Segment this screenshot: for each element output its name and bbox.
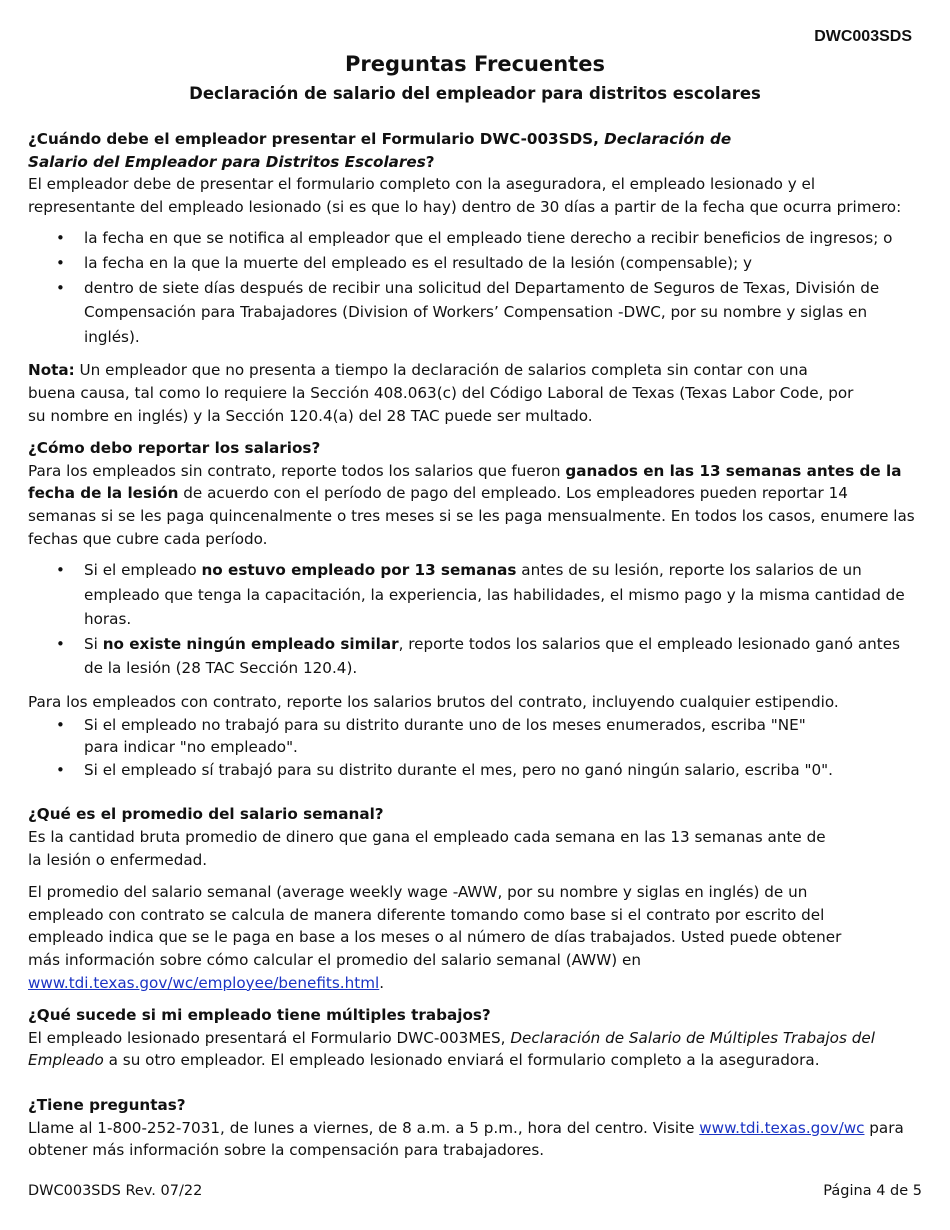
contract-paragraph: Para los empleados con contrato, reporte los salarios brutos del contrato, incluyendo cualquier estipendio. bbox=[28, 693, 839, 712]
question-aww: ¿Qué es el promedio del salario semanal? bbox=[28, 805, 384, 824]
benefits-link[interactable]: www.tdi.texas.gov/wc/employee/benefits.html bbox=[28, 973, 380, 992]
question-have-questions: ¿Tiene preguntas? bbox=[28, 1095, 186, 1114]
form-id: DWC003SDS bbox=[814, 28, 912, 45]
list-item: • Si el empleado no estuvo empleado por 13 semanas antes de su lesión, reporte los salarios de un empleado que tenga la capacitación, la experiencia, las habilidades, el mismo pago y la misma cantidad de horas. bbox=[84, 558, 920, 632]
list-item: • dentro de siete días después de recibir una solicitud del Departamento de Seguros de Texas, División de Compensación para Trabajadores (Division of Workers’ Compensation -DWC, por su nombre y siglas en inglés). bbox=[84, 276, 920, 350]
list-item: • la fecha en que se notifica al empleador que el empleado tiene derecho a recibir beneficios de ingresos; o bbox=[84, 226, 920, 251]
aww-paragraph-2: El promedio del salario semanal (average weekly wage -AWW, por su nombre y siglas en inglés) de un empleado con contrato se calcula de manera diferente tomando como base si el contrato por escrito del empleado indica que se le paga en base a los meses o al número de días trabajados. Usted puede obtener más información sobre cómo calcular el promedio del salario semanal (AWW) en www.tdi.texas.gov/wc/employee/benefits.html. bbox=[28, 883, 842, 992]
note-paragraph: Nota: Un empleador que no presenta a tiempo la declaración de salarios completa sin contar con una buena causa, tal como lo requiere la Sección 408.063(c) del Código Laboral de Texas (Texas Labor Code, por su nombre en inglés) y la Sección 120.4(a) del 28 TAC puede ser multado. bbox=[28, 361, 854, 425]
list-item: • Si el empleado sí trabajó para su distrito durante el mes, pero no ganó ningún salario, escriba "0". bbox=[84, 759, 920, 782]
list-item: • la fecha en la que la muerte del empleado es el resultado de la lesión (compensable); y bbox=[84, 251, 920, 276]
have-questions-paragraph: Llame al 1-800-252-7031, de lunes a viernes, de 8 a.m. a 5 p.m., hora del centro. Visite www.tdi.texas.gov/wc para obtener más información sobre la compensación para trabajadores. bbox=[28, 1118, 904, 1160]
question-how-report: ¿Cómo debo reportar los salarios? bbox=[28, 439, 321, 458]
question-when: ¿Cuándo debe el empleador presentar el Formulario DWC-003SDS, Declaración de Salario del Empleador para Distritos Escolares? bbox=[28, 130, 732, 171]
list-item: • Si el empleado no trabajó para su distrito durante uno de los meses enumerados, escriba "NE" para indicar "no empleado". bbox=[84, 714, 844, 759]
list-item: • Si no existe ningún empleado similar, reporte todos los salarios que el empleado lesionado ganó antes de la lesión (28 TAC Sección 120.4). bbox=[84, 632, 920, 681]
footer-page-number: Página 4 de 5 bbox=[823, 1183, 922, 1199]
when-intro: El empleador debe de presentar el formulario completo con la aseguradora, el empleado lesionado y el representante del empleado lesionado (si es que lo hay) dentro de 30 días a partir de la fecha que ocurra primero: bbox=[28, 175, 902, 216]
dwc-website-link[interactable]: www.tdi.texas.gov/wc bbox=[699, 1118, 865, 1137]
aww-paragraph-1: Es la cantidad bruta promedio de dinero que gana el empleado cada semana en las 13 semanas ante de la lesión o enfermedad. bbox=[28, 828, 826, 869]
when-bullet-list bbox=[28, 226, 920, 349]
multiple-jobs-paragraph: El empleado lesionado presentará el Formulario DWC-003MES, Declaración de Salario de Múltiples Trabajos del Empleado a su otro empleador. El empleado lesionado enviará el formulario completo a la aseguradora. bbox=[28, 1028, 875, 1070]
contract-bullet-list bbox=[28, 714, 920, 782]
how-report-paragraph: Para los empleados sin contrato, reporte todos los salarios que fueron ganados en las 13 semanas antes de la fecha de la lesión de acuerdo con el período de pago del empleado. Los empleadores pueden reportar 14 semanas si se les paga quincenalmente o tres meses si se les paga mensualmente. En todos los casos, enumere las fechas que cubre cada período. bbox=[28, 461, 915, 548]
page-title: Preguntas Frecuentes bbox=[345, 52, 605, 76]
no-contract-bullet-list bbox=[28, 558, 920, 681]
question-multiple-jobs: ¿Qué sucede si mi empleado tiene múltiples trabajos? bbox=[28, 1006, 491, 1025]
page-subtitle: Declaración de salario del empleador para distritos escolares bbox=[189, 84, 761, 103]
footer-form-revision: DWC003SDS Rev. 07/22 bbox=[28, 1183, 203, 1199]
document-body bbox=[28, 128, 920, 1162]
